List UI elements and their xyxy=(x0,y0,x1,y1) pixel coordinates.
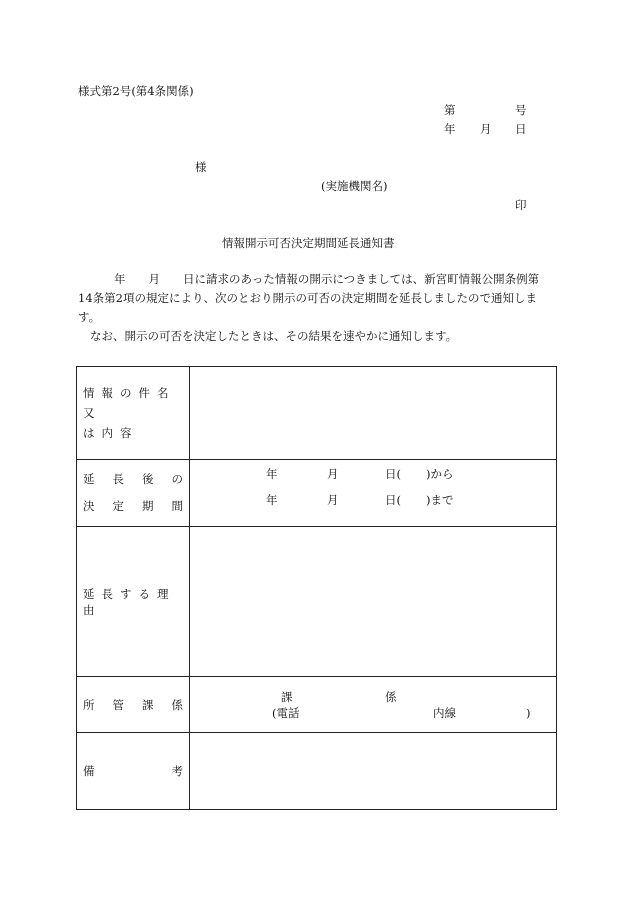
label-period-line-2: 決 定 期 間 xyxy=(83,499,183,513)
reason-value-cell[interactable] xyxy=(190,527,557,677)
dept-naisen: 内線 xyxy=(433,706,456,720)
from-month: 月 xyxy=(327,467,339,481)
subject-value-cell[interactable] xyxy=(190,367,557,460)
to-month: 月 xyxy=(327,493,339,507)
label-remarks xyxy=(77,733,190,810)
recipient-honorific: 様 xyxy=(195,160,207,174)
body-line-3: す。 xyxy=(78,310,101,324)
issuer-name: (実施機関名) xyxy=(321,179,388,193)
label-period xyxy=(77,460,190,527)
label-reason-text: 延長する理由 xyxy=(83,586,176,617)
table-row-subject xyxy=(77,367,557,460)
label-subject-line-2: は内容 xyxy=(83,426,139,440)
label-remarks-text: 備 考 xyxy=(83,764,183,778)
body-line-2: 14条第2項の規定により、次のとおり開示の可否の決定期間を延長しましたので通知しま xyxy=(78,291,537,305)
period-value-cell[interactable] xyxy=(190,460,557,527)
dept-tel-open: (電話 xyxy=(272,706,300,720)
from-close: )から xyxy=(426,467,454,481)
dept-value-cell[interactable] xyxy=(190,677,557,733)
body-line-1-rest: 日に請求のあった情報の開示につきましては、新宮町情報公開条例第 xyxy=(183,272,540,286)
body-paragraph xyxy=(78,270,558,346)
to-day: 日( xyxy=(385,493,401,507)
doc-number-suffix: 号 xyxy=(515,103,527,117)
seal-mark: 印 xyxy=(515,198,527,212)
form-id: 様式第2号(第4条関係) xyxy=(78,84,194,98)
to-year: 年 xyxy=(266,493,278,507)
notice-table xyxy=(76,366,557,810)
label-period-line-1: 延 長 後 の xyxy=(83,472,183,486)
table-row-reason xyxy=(77,527,557,677)
body-year: 年 xyxy=(114,272,126,286)
table-row-period xyxy=(77,460,557,527)
date-day: 日 xyxy=(515,122,527,136)
table-row-dept xyxy=(77,677,557,733)
label-dept xyxy=(77,677,190,733)
to-close: )まで xyxy=(426,493,454,507)
label-subject-line-1: 情報の件名又 xyxy=(83,386,176,420)
body-line-4 xyxy=(78,327,558,346)
date-month: 月 xyxy=(480,122,492,136)
label-dept-text: 所 管 課 係 xyxy=(83,697,183,712)
dept-tel-close: ) xyxy=(526,706,531,720)
body-month: 月 xyxy=(148,272,160,286)
label-reason xyxy=(77,527,190,677)
from-day: 日( xyxy=(385,467,401,481)
doc-number-prefix: 第 xyxy=(444,103,456,117)
date-year: 年 xyxy=(444,122,456,136)
from-year: 年 xyxy=(266,467,278,481)
dept-ka: 課 xyxy=(281,690,293,704)
body-line-1 xyxy=(78,270,558,289)
remarks-value-cell[interactable] xyxy=(190,733,557,810)
table-row-remarks xyxy=(77,733,557,810)
dept-kakari: 係 xyxy=(385,690,397,704)
label-subject xyxy=(77,367,190,460)
document-title: 情報開示可否決定期間延長通知書 xyxy=(222,236,395,250)
body-line-4-text: なお、開示の可否を決定したときは、その結果を速やかに通知します。 xyxy=(90,329,458,343)
